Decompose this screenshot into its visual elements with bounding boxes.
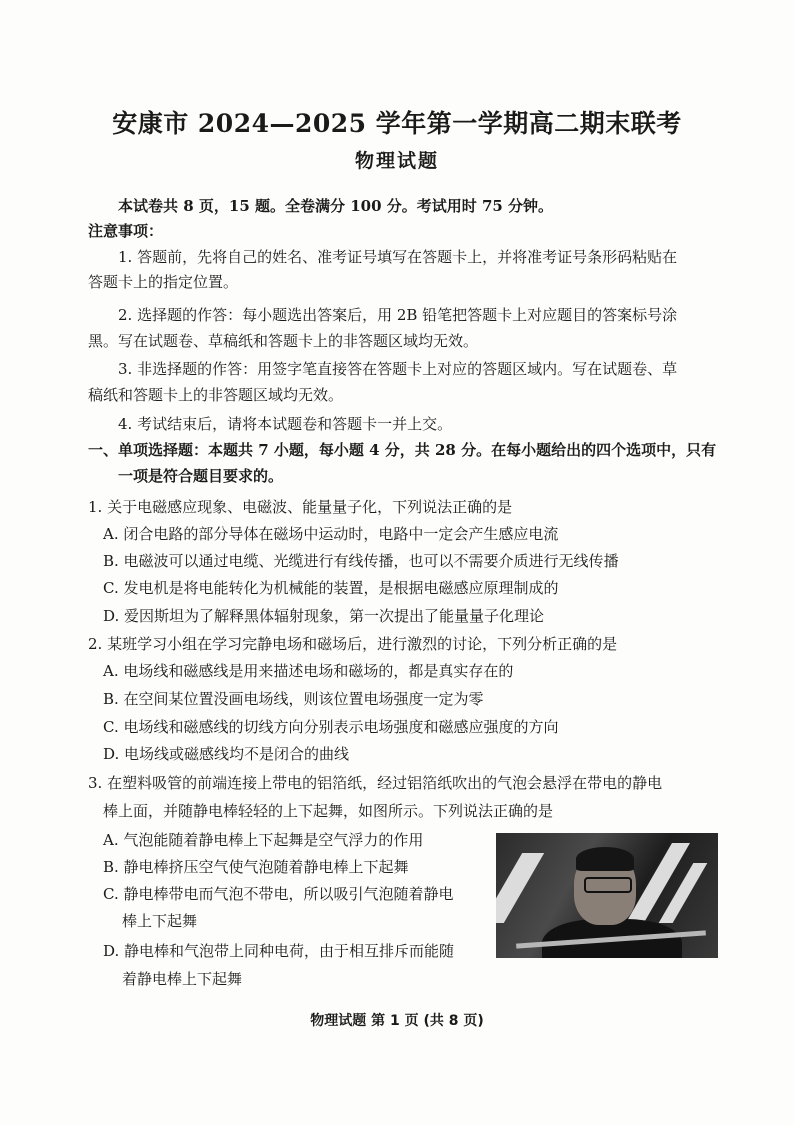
question-1-option-b: B. 电磁波可以通过电缆、光缆进行有线传播，也可以不需要介质进行无线传播	[103, 552, 619, 570]
question-2-option-a: A. 电场线和磁感线是用来描述电场和磁场的，都是真实存在的	[103, 662, 514, 680]
note-2-line-1: 2. 选择题的作答：每小题选出答案后，用 2B 铅笔把答题卡上对应题目的答案标号涂	[118, 306, 678, 324]
note-4: 4. 考试结束后，请将本试题卷和答题卡一并上交。	[118, 415, 453, 433]
exam-summary: 本试卷共 8 页，15 题。全卷满分 100 分。考试用时 75 分钟。	[118, 197, 554, 215]
note-1-line-1: 1. 答题前，先将自己的姓名、准考证号填写在答题卡上，并将准考证号条形码粘贴在	[118, 248, 678, 266]
note-2-line-2: 黑。写在试题卷、草稿纸和答题卡上的非答题区域均无效。	[88, 332, 479, 350]
question-2-option-c: C. 电场线和磁感线的切线方向分别表示电场强度和磁感应强度的方向	[103, 718, 559, 736]
photo-person-hair	[576, 847, 634, 871]
page-title: 安康市 2024—2025 学年第一学期高二期末联考	[112, 109, 682, 138]
question-3-option-d-line-1: D. 静电棒和气泡带上同种电荷，由于相互排斥而能随	[103, 942, 455, 960]
question-3-option-a: A. 气泡能随着静电棒上下起舞是空气浮力的作用	[103, 831, 424, 849]
section-1-heading-line-2: 一项是符合题目要求的。	[118, 467, 284, 485]
question-1-option-d: D. 爱因斯坦为了解释黑体辐射现象，第一次提出了能量量子化理论	[103, 607, 545, 625]
note-3-line-2: 稿纸和答题卡上的非答题区域均无效。	[88, 386, 344, 404]
question-2-option-d: D. 电场线或磁感线均不是闭合的曲线	[103, 745, 350, 763]
question-3-option-b: B. 静电棒挤压空气使气泡随着静电棒上下起舞	[103, 858, 409, 876]
question-1-option-a: A. 闭合电路的部分导体在磁场中运动时，电路中一定会产生感应电流	[103, 525, 559, 543]
note-3-line-1: 3. 非选择题的作答：用签字笔直接答在答题卡上对应的答题区域内。写在试题卷、草	[118, 360, 678, 378]
notes-title: 注意事项：	[88, 222, 164, 240]
question-3-option-c-line-2: 棒上下起舞	[122, 912, 198, 930]
question-3-stem-line-1: 3. 在塑料吸管的前端连接上带电的铝箔纸，经过铝箔纸吹出的气泡会悬浮在带电的静电	[88, 774, 663, 792]
photo-background-stripe	[496, 853, 544, 923]
question-2-stem: 2. 某班学习小组在学习完静电场和磁场后，进行激烈的讨论，下列分析正确的是	[88, 635, 618, 653]
page-footer: 物理试题 第 1 页 (共 8 页)	[310, 1013, 484, 1029]
question-1-stem: 1. 关于电磁感应现象、电磁波、能量量子化，下列说法正确的是	[88, 498, 513, 516]
question-3-option-d-line-2: 着静电棒上下起舞	[122, 970, 243, 988]
note-1-line-2: 答题卡上的指定位置。	[88, 273, 239, 291]
question-1-option-c: C. 发电机是将电能转化为机械能的装置，是根据电磁感应原理制成的	[103, 579, 559, 597]
page-subtitle: 物理试题	[354, 150, 439, 172]
question-3-stem-line-2: 棒上面，并随静电棒轻轻的上下起舞，如图所示。下列说法正确的是	[103, 802, 554, 820]
photo-person-glasses	[584, 877, 632, 893]
question-2-option-b: B. 在空间某位置没画电场线，则该位置电场强度一定为零	[103, 690, 484, 708]
question-3-option-c-line-1: C. 静电棒带电而气泡不带电，所以吸引气泡随着静电	[103, 885, 454, 903]
question-3-photo	[496, 833, 718, 958]
section-1-heading-line-1: 一、单项选择题：本题共 7 小题，每小题 4 分，共 28 分。在每小题给出的四个选项中，只有	[88, 441, 717, 459]
